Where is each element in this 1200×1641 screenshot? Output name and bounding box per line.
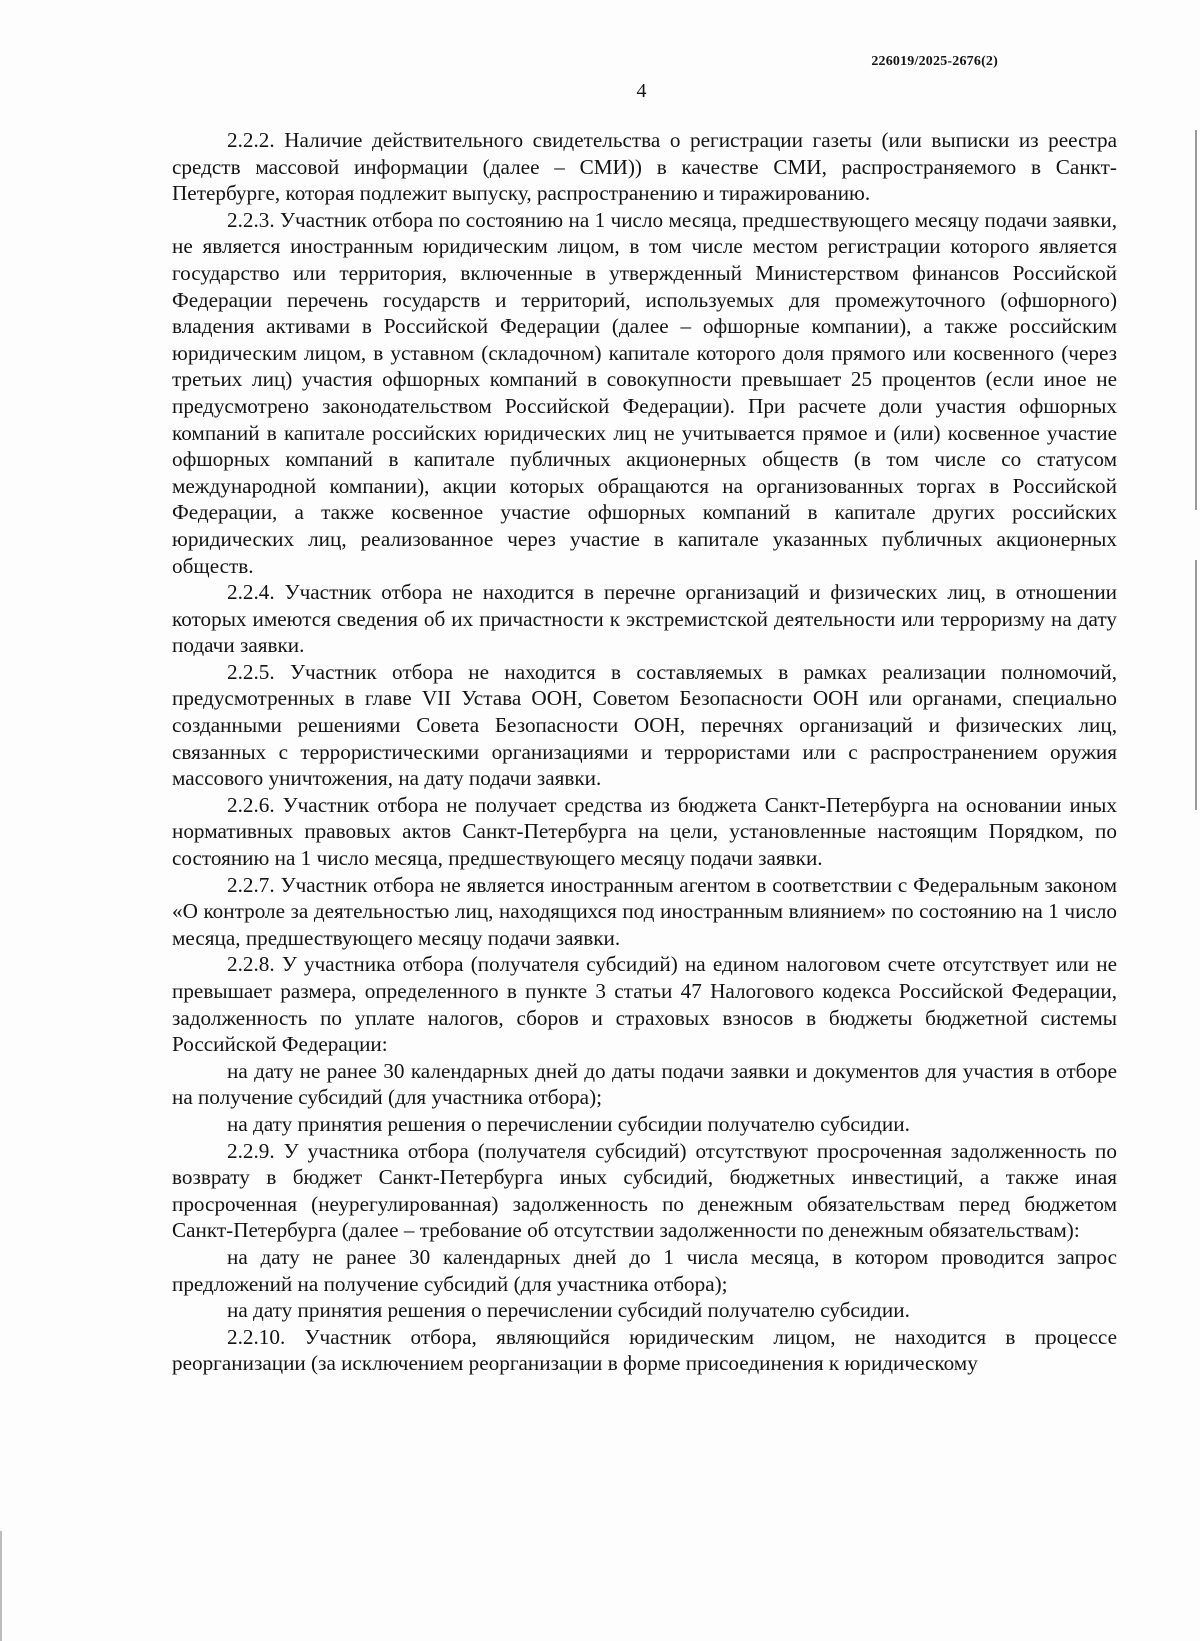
scan-edge-mark — [1195, 130, 1197, 510]
paragraph-2-2-2: 2.2.2. Наличие действительного свидетельства о регистрации газеты (или выписки из реестра средств массовой информации (далее – СМИ)) в качестве СМИ, распространяемого в Санкт-Петербурге, которая подлежит выпуску, распространению и тиражированию. — [172, 128, 1117, 206]
paragraph-2-2-8-item-1: на дату не ранее 30 календарных дней до даты подачи заявки и документов для участия в отборе на получение субсидий (для участника отбора); — [172, 1058, 1117, 1110]
document-body — [172, 127, 1117, 1377]
paragraph-2-2-7: 2.2.7. Участник отбора не является иностранным агентом в соответствии с Федеральным законом «О контроле за деятельностью лиц, находящихся под иностранным влиянием» по состоянию на 1 число месяца, предшествующего месяцу подачи заявки. — [172, 872, 1117, 950]
paragraph-2-2-3: 2.2.3. Участник отбора по состоянию на 1 число месяца, предшествующего месяцу подачи заявки, не является иностранным юридическим лицом, в том числе местом регистрации которого является государство или территория, включенные в утвержденный Министерством финансов Российской Федерации перечень государств и территорий, используемых для промежуточного (офшорного) владения активами в Российской Федерации (далее – офшорные компании), а также российским юридическим лицом, в уставном (складочном) капитале которого доля прямого или косвенного (через третьих лиц) участия офшорных компаний в совокупности превышает 25 процентов (если иное не предусмотрено законодательством Российской Федерации). При расчете доли участия офшорных компаний в капитале российских юридических лиц не учитывается прямое и (или) косвенное участие офшорных компаний в капитале публичных акционерных обществ (в том числе со статусом международной компании), акции которых обращаются на организованных торгах в Российской Федерации, а также косвенное участие офшорных компаний в капитале других российских юридических лиц, реализованное через участие в капитале указанных публичных акционерных обществ. — [172, 207, 1117, 578]
paragraph-2-2-5: 2.2.5. Участник отбора не находится в составляемых в рамках реализации полномочий, предусмотренных в главе VII Устава ООН, Советом Безопасности ООН или органами, специально созданными решениями Совета Безопасности ООН, перечнях организаций и физических лиц, связанных с террористическими организациями и террористами или с распространением оружия массового уничтожения, на дату подачи заявки. — [172, 659, 1117, 791]
paragraph-2-2-6: 2.2.6. Участник отбора не получает средства из бюджета Санкт-Петербурга на основании иных нормативных правовых актов Санкт-Петербурга на цели, установленные настоящим Порядком, по состоянию на 1 число месяца, предшествующего месяцу подачи заявки. — [172, 792, 1117, 871]
paragraph-2-2-10: 2.2.10. Участник отбора, являющийся юридическим лицом, не находится в процессе реорганизации (за исключением реорганизации в форме присоединения к юридическому — [172, 1324, 1117, 1376]
paragraph-2-2-8-item-2: на дату принятия решения о перечислении субсидии получателю субсидии. — [227, 1111, 910, 1136]
page-number: 4 — [636, 80, 647, 102]
paragraph-2-2-9-item-2: на дату принятия решения о перечислении субсидий получателю субсидии. — [227, 1298, 910, 1323]
document-number: 226019/2025-2676(2) — [871, 54, 998, 69]
paragraph-2-2-4: 2.2.4. Участник отбора не находится в перечне организаций и физических лиц, в отношении которых имеются сведения об их причастности к экстремистской деятельности или терроризму на дату подачи заявки. — [172, 580, 1117, 658]
scan-edge-shadow — [0, 1531, 2, 1641]
paragraph-2-2-9-item-1: на дату не ранее 30 календарных дней до 1 числа месяца, в котором проводится запрос предложений на получение субсидий (для участника отбора); — [172, 1244, 1117, 1296]
paragraph-2-2-8: 2.2.8. У участника отбора (получателя субсидий) на едином налоговом счете отсутствует или не превышает размера, определенного в пункте 3 статьи 47 Налогового кодекса Российской Федерации, задолженность по уплате налогов, сборов и страховых взносов в бюджеты бюджетной системы Российской Федерации: — [172, 952, 1117, 1057]
scan-edge-mark — [1195, 560, 1197, 810]
paragraph-2-2-9: 2.2.9. У участника отбора (получателя субсидий) отсутствуют просроченная задолженность по возврату в бюджет Санкт-Петербурга иных субсидий, бюджетных инвестиций, а также иная просроченная (неурегулированная) задолженность по денежным обязательствам перед бюджетом Санкт-Петербурга (далее – требование об отсутствии задолженности по денежным обязательствам): — [172, 1138, 1117, 1243]
